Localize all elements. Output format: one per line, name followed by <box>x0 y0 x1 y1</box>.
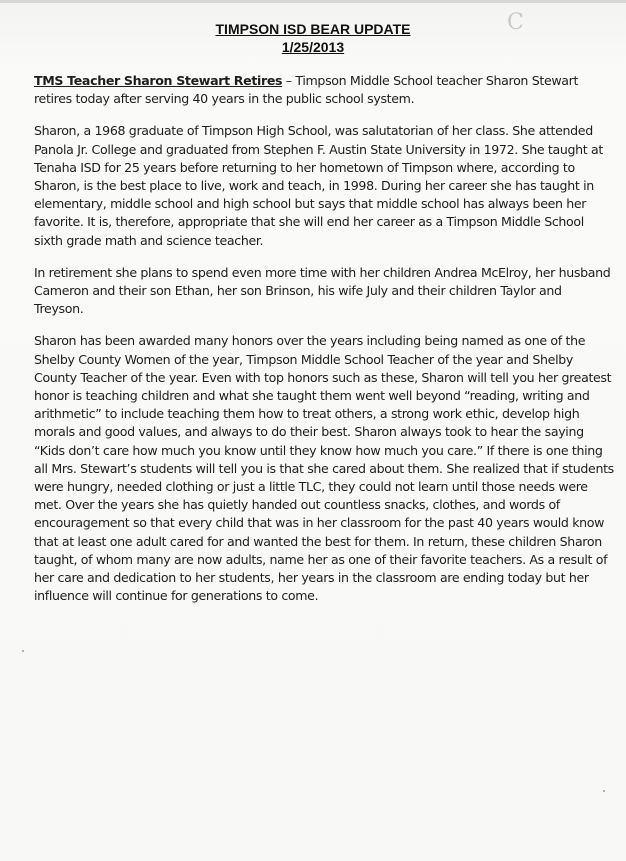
intro-text: – Timpson Middle School teacher Sharon Stewart retires today after serving 40 years in the public school system. <box>34 73 579 107</box>
scan-edge <box>0 0 626 3</box>
title-block <box>0 20 626 56</box>
paragraph-honors: Sharon has been awarded many honors over the years including being named as one of the Shelby County Women of the year, Timpson Middle School Teacher of the year and Shelby County Teacher of the year. Even with top honors such as these, Sharon will tell you her greatest honor is teaching children and what she taught them went well beyond “reading, writing and arithmetic” to include teaching them how to treat others, a strong work ethic, develop high morals and good values, and always to do their best. Sharon always took to hear the saying “Kids don’t care how much you know until they know how much you care.” If there is one thing all Mrs. Stewart’s students will tell you is that she cared about them. She realized that if students were hungry, needed clothing or just a little TLC, they could not learn until those needs were met. Over the years she has quietly handed out countless snacks, clothes, and words of encouragement so that every child that was in her classroom for the past 40 years would know that at least one adult cared for and wanted the best for them. In return, these children Sharon taught, of whom many are now adults, name her as one of their favorite teachers. As a result of her care and dedication to her students, her years in the classroom are ending today but her influence will continue for generations to come. <box>34 333 614 604</box>
scan-speck <box>603 790 605 792</box>
paragraph-retirement: In retirement she plans to spend even more time with her children Andrea McElroy, her husband Cameron and their son Ethan, her son Brinson, his wife July and their children Taylor and Treyson. <box>34 264 611 317</box>
page-title: TIMPSON ISD BEAR UPDATE <box>215 21 411 37</box>
article-headline: TMS Teacher Sharon Stewart Retires <box>34 73 283 88</box>
scan-speck <box>22 650 24 652</box>
scan-mark: C <box>507 10 524 35</box>
intro-paragraph <box>34 72 614 108</box>
paragraph-biography: Sharon, a 1968 graduate of Timpson High School, was salutatorian of her class. She attended Panola Jr. College and graduated from Stephen F. Austin State University in 1972. She taught at Tenaha ISD for 25 years before returning to her hometown of Timpson where, according to Sharon, is the best place to live, work and teach, in 1998. During her career she has taught in elementary, middle school and high school but says that middle school has always been her favorite. It is, therefore, appropriate that she will end her career as a Timpson Middle School sixth grade math and science teacher. <box>34 123 603 248</box>
page-date: 1/25/2013 <box>281 39 345 55</box>
article-body <box>34 72 614 619</box>
